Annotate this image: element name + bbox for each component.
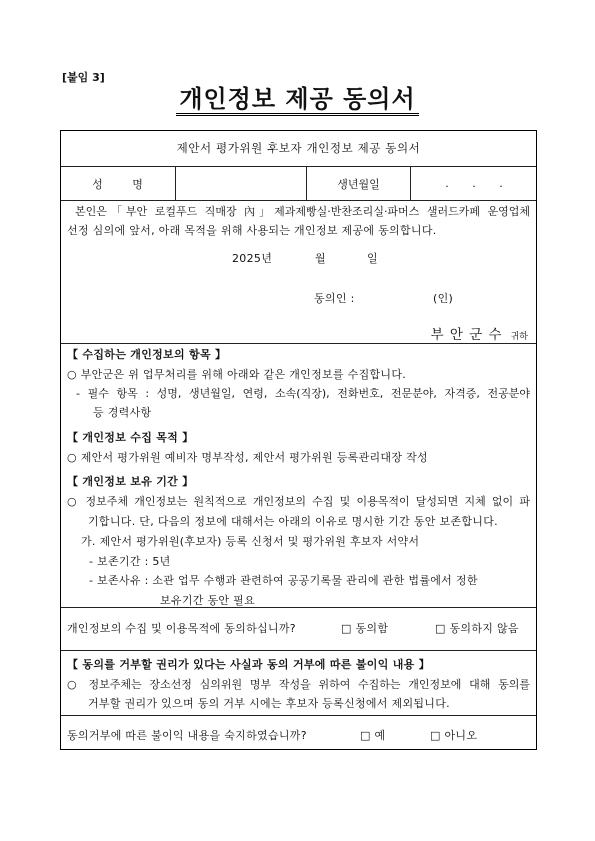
collected-items-line: 등 경력사항 [93,406,152,419]
birth-label: 생년월일 [337,177,380,191]
birth-label-cell [306,167,410,200]
declaration-line: 선정 심의에 앞서, 아래 목적을 위해 사용되는 개인정보 제공에 동의합니다. [67,224,437,237]
consent-question-row [60,607,537,650]
refusal-notice-heading: 【 동의를 거부할 권리가 있다는 사실과 동의 거부에 따른 불이익 내용 】 [67,658,431,671]
title-block [0,86,595,117]
form-header-title: 제안서 평가위원 후보자 개인정보 제공 동의서 [176,141,421,155]
refusal-notice-line: ○ 정보주체는 장소선정 심의위원 명부 작성을 위하여 수집하는 개인정보에 대해 동의를 [67,678,530,691]
addressee: 부 안 군 수 [430,327,503,343]
name-value-cell[interactable] [175,167,306,200]
consent-agree-option[interactable]: □ 동의함 [341,622,389,635]
retention-period-line: - 보존사유 : 소관 업무 수행과 관련하여 공공기록물 관리에 관한 법률에서 정한 [89,574,478,587]
notice-section [60,343,537,607]
collected-items-line: ○ 부안군은 위 업무처리를 위해 아래와 같은 개인정보를 수집합니다. [67,368,407,381]
collected-items-heading: 【 수집하는 개인정보의 항목 】 [67,348,227,361]
declaration-line: 본인은「부안 로컬푸드 직매장 內」제과제빵실·반찬조리실·파머스 샐러드카페 운영업체 [75,205,530,218]
collected-items-line: - 필수 항목 : 성명, 생년월일, 연령, 소속(직장), 전화번호, 전문분야, 자격증, 전공분야 [76,387,530,400]
name-label-cell [60,167,175,200]
collection-purpose-heading: 【 개인정보 수집 목적 】 [67,431,194,444]
refusal-question: 동의거부에 따른 불이익 내용을 숙지하였습니까? [67,729,307,742]
name-label: 성 명 [92,177,143,191]
refusal-notice-line: 거부할 권리가 있으며 동의 거부 시에는 후보자 등록신청에서 제외됩니다. [88,697,450,710]
birth-value-cell[interactable] [410,167,537,200]
retention-period-line: - 보존기간 : 5년 [89,555,171,568]
document-title: 개인정보 제공 동의서 [176,86,418,116]
retention-period-line: 기합니다. 단, 다음의 정보에 대해서는 아래의 이유로 명시한 기간 동안 보존합니다. [88,515,498,528]
retention-period-heading: 【 개인정보 보유 기간 】 [67,475,194,488]
date-year: 2025년 [232,252,273,265]
honorific: 귀하 [510,332,528,342]
refusal-yes-option[interactable]: □ 예 [360,729,386,742]
signer-label: 동의인 : [314,292,355,305]
seal-mark: (인) [433,292,454,305]
refusal-question-row [60,715,537,750]
birth-date-placeholder: . . . [445,177,503,190]
retention-period-line: 가. 제안서 평가위원(후보자) 등록 신청서 및 평가위원 후보자 서약서 [81,535,420,548]
date-month: 월 [315,252,326,265]
consent-disagree-option[interactable]: □ 동의하지 않음 [435,622,519,635]
collection-purpose-line: ○ 제안서 평가위원 예비자 명부작성, 제안서 평가위원 등록관리대장 작성 [67,451,428,464]
personal-info-row [60,166,537,200]
refusal-no-option[interactable]: □ 아니오 [430,729,478,742]
refusal-notice-section [60,650,537,715]
retention-period-line: 보유기간 동안 필요 [160,594,256,607]
form-header-row [60,130,537,166]
declaration-section [60,200,537,343]
retention-period-line: ○ 정보주체 개인정보는 원칙적으로 개인정보의 수집 및 이용목적이 달성되면 지체 없이 파 [67,495,530,508]
consent-question: 개인정보의 수집 및 이용목적에 동의하십니까? [67,622,296,635]
attachment-label: [붙임 3] [62,71,105,84]
date-day: 일 [367,252,378,265]
